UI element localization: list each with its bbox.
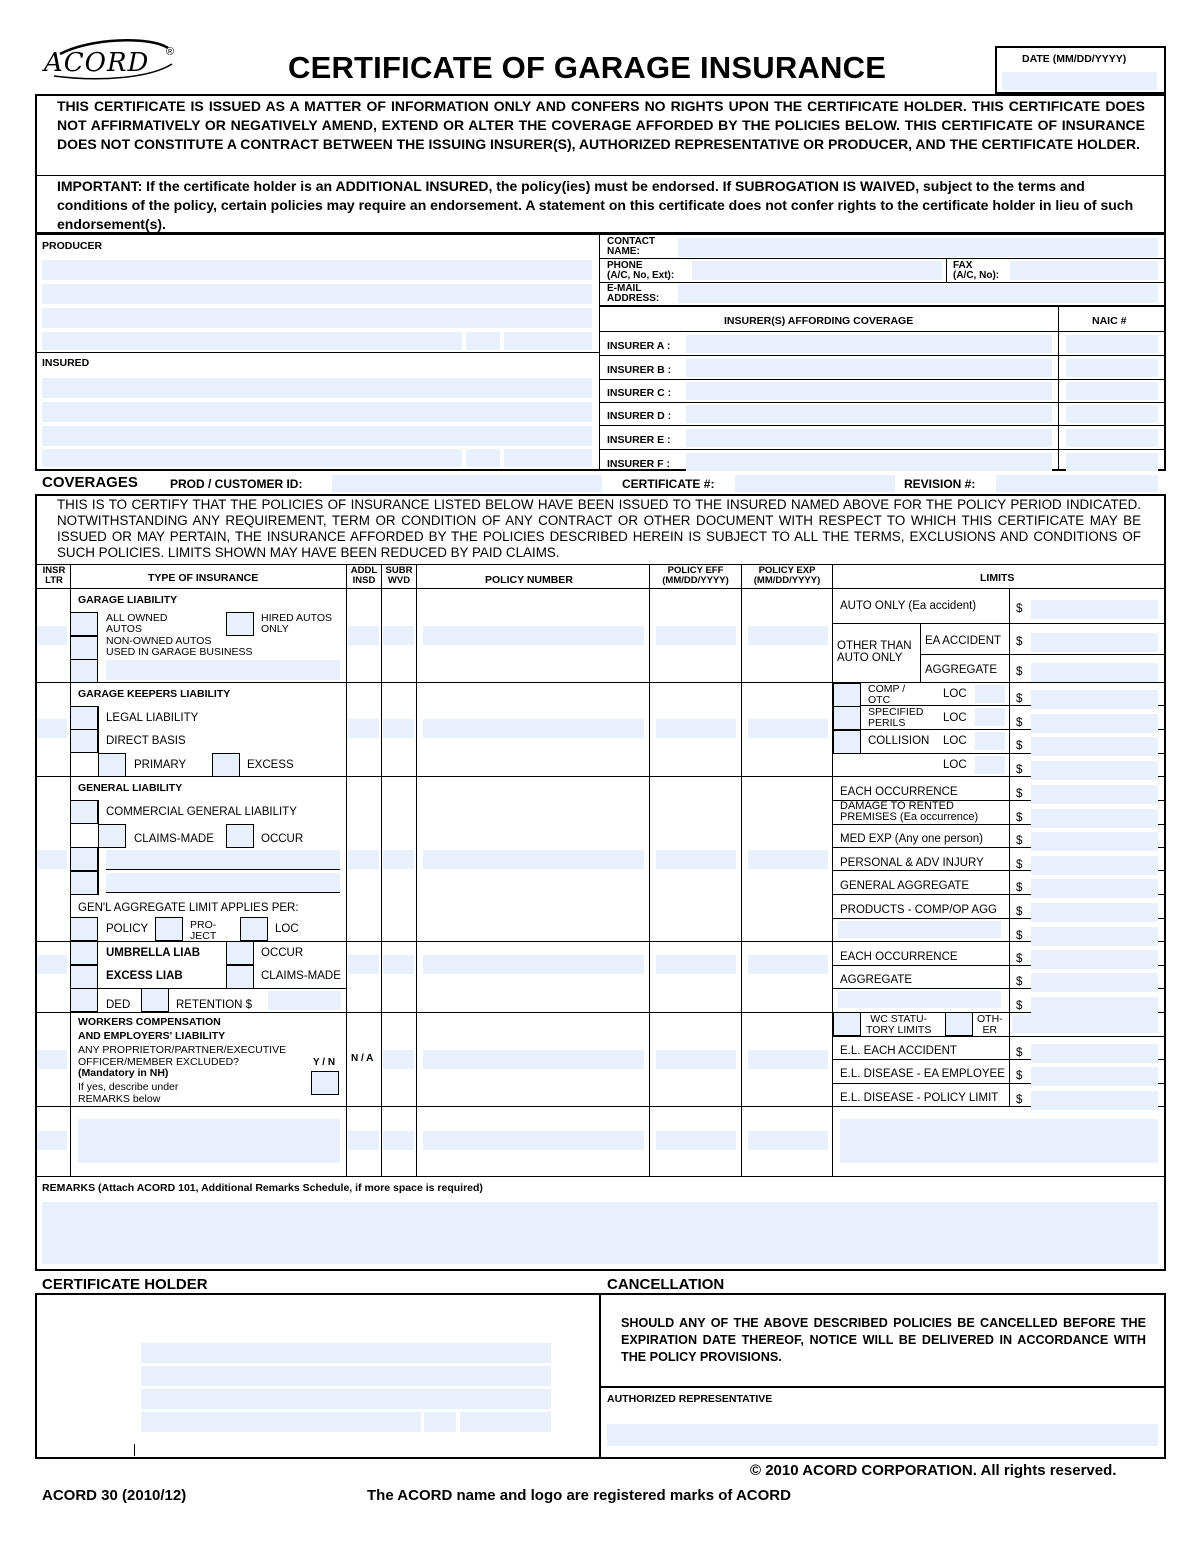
- umbrella-other-limit-desc[interactable]: [838, 991, 1001, 1008]
- el-each-accident-label: E.L. EACH ACCIDENT: [840, 1045, 957, 1057]
- contact-divider-3: [600, 305, 1165, 307]
- retention-label: RETENTION $: [176, 999, 253, 1011]
- col-addl: ADDL INSD: [350, 565, 378, 586]
- dollar-sign: $: [1016, 1000, 1023, 1012]
- collision-label: COLLISION: [868, 735, 930, 747]
- dollar-sign: $: [1016, 953, 1023, 965]
- umbrella-occur-checkbox[interactable]: [226, 941, 254, 965]
- insurer-label: INSURER D :: [607, 410, 672, 422]
- gl-limit-sub-divider: [920, 624, 921, 682]
- col-line-addl: [381, 564, 382, 1176]
- non-owned-autos-checkbox[interactable]: [70, 636, 98, 660]
- policy-checkbox[interactable]: [70, 917, 98, 941]
- holder-line-2[interactable]: [141, 1366, 551, 1386]
- specified-perils-checkbox[interactable]: [833, 706, 861, 730]
- col-type: TYPE OF INSURANCE: [148, 572, 259, 584]
- insurer-naic-field[interactable]: [1066, 405, 1158, 423]
- occur-label: OCCUR: [261, 833, 304, 845]
- limit-amount-field[interactable]: [1031, 950, 1158, 969]
- policy-exp-field[interactable]: [748, 1131, 828, 1150]
- limit-amount-field[interactable]: [1031, 690, 1158, 709]
- page-title: CERTIFICATE OF GARAGE INSURANCE: [288, 50, 887, 85]
- copyright-text: © 2010 ACORD CORPORATION. All rights reserved.: [750, 1462, 1117, 1479]
- limit-amount-field[interactable]: [1031, 633, 1158, 652]
- wc-lim-div-1: [833, 1036, 1165, 1037]
- form-id: ACORD 30 (2010/12): [42, 1487, 187, 1504]
- email-field[interactable]: [678, 284, 1158, 303]
- col-subr: SUBR WVD: [385, 565, 413, 586]
- certify-text: THIS IS TO CERTIFY THAT THE POLICIES OF INSURANCE LISTED BELOW HAVE BEEN ISSUED TO THE INSURED NAMED ABOVE FOR THE POLICY PERIOD INDICATED. NOTWITHSTANDING ANY REQUIREMENT, TERM OR CONDITION OF ANY CONTRACT OR OTHER DOCUMENT WITH RESPECT TO WHICH THIS CERTIFICATE MAY BE ISSUED OR MAY PERTAIN, THE INSURANCE AFFORDED BY THE POLICIES DESCRIBED HEREIN IS SUBJECT TO ALL THE TERMS, EXCLUSIONS AND CONDITIONS OF SUCH POLICIES. LIMITS SHOWN MAY HAVE BEEN REDUCED BY PAID CLAIMS.: [57, 497, 1141, 560]
- dollar-sign: $: [1016, 835, 1023, 847]
- project-label: PRO- JECT: [190, 919, 217, 942]
- subr-wvd-field[interactable]: [383, 1131, 414, 1150]
- section-divider-5: [36, 1106, 1165, 1107]
- phone-field[interactable]: [692, 261, 942, 280]
- insurer-naic-field[interactable]: [1066, 453, 1158, 471]
- gl-limit-divider-2: [920, 654, 1165, 655]
- dollar-sign: $: [1016, 930, 1023, 942]
- authorized-divider: [600, 1386, 1165, 1388]
- limit-amount-field[interactable]: [1031, 1067, 1158, 1086]
- med-exp-label: MED EXP (Any one person): [840, 833, 983, 845]
- section-divider-2: [36, 776, 1165, 777]
- ded-label: DED: [106, 999, 131, 1011]
- insurer-name-field[interactable]: [686, 359, 1052, 377]
- holder-zip[interactable]: [460, 1412, 551, 1432]
- hired-autos-label: HIRED AUTOS ONLY: [261, 612, 332, 635]
- contact-name-label: CONTACT NAME:: [607, 236, 656, 257]
- notice-divider: [36, 175, 1165, 176]
- damage-rented-label: DAMAGE TO RENTED PREMISES (Ea occurrence): [840, 800, 979, 823]
- section-divider-remarks: [36, 1176, 1165, 1177]
- insurer-label: INSURER E :: [607, 434, 671, 446]
- dollar-sign: $: [1016, 636, 1023, 648]
- revision-number-field[interactable]: [996, 475, 1158, 492]
- policy-eff-field[interactable]: [656, 719, 736, 738]
- all-owned-autos-label: ALL OWNED AUTOS: [106, 612, 168, 635]
- trademark-text: The ACORD name and logo are registered marks of ACORD: [367, 1487, 791, 1504]
- producer-zip[interactable]: [504, 332, 592, 350]
- policy-label: POLICY: [106, 923, 149, 935]
- policy-number-field[interactable]: [423, 1131, 644, 1150]
- non-owned-autos-label: NON-OWNED AUTOS USED IN GARAGE BUSINESS: [106, 635, 253, 658]
- insured-line-1[interactable]: [42, 378, 592, 398]
- policy-eff-field[interactable]: [656, 1050, 736, 1069]
- col-line-eff: [741, 564, 742, 1176]
- wc-other-label: OTH- ER: [977, 1013, 1003, 1036]
- col-policy-eff: POLICY EFF (MM/DD/YYYY): [662, 565, 729, 586]
- col-policy-number: POLICY NUMBER: [485, 574, 573, 586]
- gl-loc-label: LOC: [275, 923, 299, 935]
- prod-customer-id-label: PROD / CUSTOMER ID:: [170, 477, 303, 491]
- insr-ltr-field[interactable]: [37, 626, 67, 645]
- ded-checkbox[interactable]: [70, 988, 98, 1012]
- wc-yn-label: Y / N: [313, 1057, 336, 1068]
- direct-basis-checkbox[interactable]: [70, 729, 98, 753]
- policy-eff-field[interactable]: [656, 850, 736, 869]
- dollar-sign: $: [1016, 603, 1023, 615]
- limit-amount-field[interactable]: [1031, 997, 1158, 1016]
- umbrella-liab-checkbox[interactable]: [70, 941, 98, 965]
- col-insr-ltr: INSR LTR: [42, 565, 66, 586]
- section-divider-1: [36, 682, 1165, 683]
- subr-wvd-field[interactable]: [383, 626, 414, 645]
- revision-number-label: REVISION #:: [904, 477, 976, 491]
- col-line-type: [346, 564, 347, 1176]
- ea-accident-label: EA ACCIDENT: [925, 635, 1002, 647]
- producer-state[interactable]: [466, 332, 500, 350]
- gl-other-checkbox-1[interactable]: [70, 847, 98, 871]
- comp-otc-label: COMP / OTC: [868, 683, 906, 706]
- insurer-name-field[interactable]: [686, 453, 1052, 471]
- registered-mark: ®: [166, 46, 175, 58]
- insurer-name-field[interactable]: [686, 335, 1052, 353]
- insurer-name-field[interactable]: [686, 405, 1052, 423]
- excess-liab-label: EXCESS LIAB: [106, 970, 183, 982]
- policy-eff-field[interactable]: [656, 1131, 736, 1150]
- producer-line-3[interactable]: [42, 308, 592, 328]
- contact-divider-2: [600, 282, 1165, 283]
- wc-other-field[interactable]: [1012, 1015, 1158, 1033]
- producer-label: PRODUCER: [42, 240, 103, 252]
- insurer-label: INSURER F :: [607, 458, 670, 470]
- umbrella-liab-label: UMBRELLA LIAB: [106, 947, 201, 959]
- insurer-name-field[interactable]: [686, 429, 1052, 447]
- policy-number-field[interactable]: [423, 955, 644, 974]
- gk-loc-field-3[interactable]: [975, 732, 1005, 750]
- prod-customer-id-field[interactable]: [332, 475, 602, 492]
- garage-keepers-title: GARAGE KEEPERS LIABILITY: [78, 688, 231, 700]
- addl-insd-field[interactable]: [348, 626, 379, 645]
- gl-other-field-2[interactable]: [106, 873, 340, 893]
- general-aggregate-label: GENERAL AGGREGATE: [840, 880, 970, 892]
- excess-checkbox[interactable]: [212, 753, 240, 777]
- insured-state[interactable]: [466, 449, 500, 467]
- hired-autos-checkbox[interactable]: [226, 612, 254, 636]
- limits-dollar-col-rule: [1009, 589, 1010, 1106]
- wc-title: WORKERS COMPENSATION AND EMPLOYERS' LIABILITY: [78, 1016, 226, 1042]
- fax-label: FAX (A/C, No):: [953, 260, 1000, 281]
- cgl-checkbox[interactable]: [70, 800, 98, 824]
- direct-basis-label: DIRECT BASIS: [106, 735, 186, 747]
- gl-other-field-1[interactable]: [106, 850, 340, 870]
- insurer-label: INSURER A :: [607, 340, 671, 352]
- limit-amount-field[interactable]: [1031, 785, 1158, 804]
- dollar-sign: $: [1016, 1047, 1023, 1059]
- dollar-sign: $: [1016, 1070, 1023, 1082]
- contact-name-field[interactable]: [678, 238, 1158, 257]
- policy-exp-field[interactable]: [748, 626, 828, 645]
- limit-amount-field[interactable]: [1031, 832, 1158, 851]
- personal-adv-label: PERSONAL & ADV INJURY: [840, 857, 984, 869]
- loc-label-3: LOC: [943, 735, 967, 747]
- cancellation-text: SHOULD ANY OF THE ABOVE DESCRIBED POLICIES BE CANCELLED BEFORE THE EXPIRATION DATE THEREOF, NOTICE WILL BE DELIVERED IN ACCORDANCE WITH THE POLICY PROVISIONS.: [621, 1316, 1146, 1364]
- policy-number-field[interactable]: [423, 850, 644, 869]
- acord-logo: [40, 36, 180, 84]
- insr-ltr-field[interactable]: [37, 850, 67, 869]
- limit-amount-field[interactable]: [1031, 737, 1158, 756]
- phone-label: PHONE (A/C, No, Ext):: [607, 260, 675, 281]
- policy-eff-field[interactable]: [656, 626, 736, 645]
- coverages-title: COVERAGES: [42, 474, 138, 491]
- umbrella-aggregate-label: AGGREGATE: [840, 974, 912, 986]
- subr-wvd-field[interactable]: [383, 955, 414, 974]
- policy-number-field[interactable]: [423, 719, 644, 738]
- dollar-sign: $: [1016, 1094, 1023, 1106]
- insurer-row-divider: [600, 355, 1165, 356]
- excess-label: EXCESS: [247, 759, 294, 771]
- limit-amount-field[interactable]: [1031, 761, 1158, 780]
- wc-na-label: N / A: [351, 1053, 374, 1064]
- insurer-row-divider: [600, 425, 1165, 426]
- insurers-header: INSURER(S) AFFORDING COVERAGE: [724, 315, 914, 327]
- dollar-sign: $: [1016, 740, 1023, 752]
- specified-perils-label: SPECIFIED PERILS: [868, 706, 924, 729]
- insured-line-2[interactable]: [42, 402, 592, 422]
- holder-cancel-divider: [599, 1294, 601, 1458]
- authorized-rep-label: AUTHORIZED REPRESENTATIVE: [607, 1393, 773, 1405]
- legal-liability-label: LEGAL LIABILITY: [106, 712, 199, 724]
- addl-insd-field[interactable]: [348, 1131, 379, 1150]
- limit-amount-field[interactable]: [1031, 1044, 1158, 1063]
- gk-left-rule: [98, 706, 99, 776]
- date-label: DATE (MM/DD/YYYY): [1022, 53, 1127, 65]
- addl-insd-field[interactable]: [348, 850, 379, 869]
- subr-wvd-field[interactable]: [383, 719, 414, 738]
- insurer-row-divider: [600, 379, 1165, 380]
- col-line-subr: [416, 564, 417, 1176]
- policy-number-field[interactable]: [423, 626, 644, 645]
- other-than-auto-label: OTHER THAN AUTO ONLY: [837, 640, 912, 665]
- producer-line-2[interactable]: [42, 284, 592, 304]
- gl-aggregate-label: AGGREGATE: [925, 664, 997, 676]
- cgl-label: COMMERCIAL GENERAL LIABILITY: [106, 806, 297, 818]
- certificate-number-field[interactable]: [735, 475, 895, 492]
- auto-only-label: AUTO ONLY (Ea accident): [840, 600, 977, 612]
- gl-each-occurrence-label: EACH OCCURRENCE: [840, 786, 958, 798]
- insr-ltr-field[interactable]: [37, 1131, 67, 1150]
- acord-logo-text: ACORD: [44, 48, 150, 78]
- insurer-naic-field[interactable]: [1066, 382, 1158, 400]
- col-header-bottom: [36, 588, 1165, 589]
- garage-liability-title: GARAGE LIABILITY: [78, 594, 178, 606]
- dollar-sign: $: [1016, 906, 1023, 918]
- collision-checkbox[interactable]: [833, 730, 861, 754]
- dollar-sign: $: [1016, 812, 1023, 824]
- retention-checkbox[interactable]: [141, 988, 169, 1012]
- project-checkbox[interactable]: [155, 917, 183, 941]
- dollar-sign: $: [1016, 788, 1023, 800]
- phone-fax-divider: [946, 258, 947, 282]
- products-label: PRODUCTS - COMP/OP AGG: [840, 904, 997, 916]
- claims-made-checkbox[interactable]: [98, 824, 126, 848]
- col-limits: LIMITS: [980, 572, 1015, 584]
- policy-exp-field[interactable]: [748, 850, 828, 869]
- loc-label-1: LOC: [943, 688, 967, 700]
- insr-ltr-field[interactable]: [37, 719, 67, 738]
- dollar-sign: $: [1016, 859, 1023, 871]
- gen-agg-applies-label: GEN'L AGGREGATE LIMIT APPLIES PER:: [78, 902, 299, 914]
- dollar-sign: $: [1016, 693, 1023, 705]
- subr-wvd-field[interactable]: [383, 1050, 414, 1069]
- addl-insd-field[interactable]: [348, 719, 379, 738]
- holder-line-1[interactable]: [141, 1343, 551, 1363]
- naic-header: NAIC #: [1092, 315, 1127, 327]
- insured-zip[interactable]: [504, 449, 592, 467]
- wc-excluded-checkbox[interactable]: [311, 1071, 339, 1095]
- notice-important-text: IMPORTANT: If the certificate holder is an ADDITIONAL INSURED, the policy(ies) must be endorsed. If SUBROGATION IS WAIVED, subject to the terms and conditions of the policy, certain policies may require an endorsement. A statement on this certificate does not confer rights to the certificate holder in lieu of such endorsement(s).: [57, 178, 1134, 232]
- remarks-field[interactable]: [42, 1202, 1158, 1264]
- remarks-label: REMARKS (Attach ACORD 101, Additional Remarks Schedule, if more space is required): [42, 1182, 483, 1194]
- limit-amount-field[interactable]: [1031, 809, 1158, 828]
- occur-checkbox[interactable]: [226, 824, 254, 848]
- col-line-policy: [649, 564, 650, 1176]
- certificate-holder-label: CERTIFICATE HOLDER: [42, 1276, 208, 1293]
- insured-city[interactable]: [42, 449, 462, 467]
- insurer-row-divider: [600, 449, 1165, 450]
- producer-insured-divider: [36, 352, 599, 353]
- insurers-header-divider: [600, 331, 1165, 332]
- umbrella-each-occurrence-label: EACH OCCURRENCE: [840, 951, 958, 963]
- insurer-label: INSURER B :: [607, 364, 672, 376]
- limit-amount-field[interactable]: [1031, 879, 1158, 898]
- umbrella-claims-made-label: CLAIMS-MADE: [261, 970, 341, 982]
- holder-line-3[interactable]: [141, 1389, 551, 1409]
- umbrella-claims-made-checkbox[interactable]: [226, 965, 254, 989]
- dollar-sign: $: [1016, 976, 1023, 988]
- policy-exp-field[interactable]: [748, 719, 828, 738]
- insurer-row-divider: [600, 402, 1165, 403]
- limit-amount-field[interactable]: [1031, 714, 1158, 733]
- general-liability-title: GENERAL LIABILITY: [78, 782, 183, 794]
- notice-issued-text: THIS CERTIFICATE IS ISSUED AS A MATTER OF INFORMATION ONLY AND CONFERS NO RIGHTS UPON THE CERTIFICATE HOLDER. THIS CERTIFICATE DOES NOT AFFIRMATIVELY OR NEGATIVELY AMEND, EXTEND OR ALTER THE COVERAGE AFFORDED BY THE POLICIES BELOW. THIS CERTIFICATE OF INSURANCE DOES NOT CONSTITUTE A CONTRACT BETWEEN THE ISSUING INSURER(S), AUTHORIZED REPRESENTATIVE OR PRODUCER, AND THE CERTIFICATE HOLDER.: [57, 98, 1145, 152]
- subr-wvd-field[interactable]: [383, 850, 414, 869]
- insurer-naic-field[interactable]: [1066, 335, 1158, 353]
- wc-statutory-checkbox[interactable]: [833, 1012, 861, 1036]
- gk-loc-field-2[interactable]: [975, 708, 1005, 726]
- limit-amount-field[interactable]: [1031, 1091, 1158, 1110]
- dollar-sign: $: [1016, 666, 1023, 678]
- other-coverage-type-field[interactable]: [78, 1119, 340, 1163]
- gl-other-limit-desc[interactable]: [838, 921, 1001, 938]
- limit-amount-field[interactable]: [1031, 903, 1158, 922]
- insured-line-3[interactable]: [42, 426, 592, 446]
- dollar-sign: $: [1016, 764, 1023, 776]
- claims-made-label: CLAIMS-MADE: [134, 833, 214, 845]
- email-label: E-MAIL ADDRESS:: [607, 283, 660, 304]
- producer-city[interactable]: [42, 332, 462, 350]
- limit-amount-field[interactable]: [1031, 973, 1158, 992]
- excess-liab-checkbox[interactable]: [70, 965, 98, 989]
- insurer-label: INSURER C :: [607, 387, 672, 399]
- policy-exp-field[interactable]: [748, 955, 828, 974]
- dollar-sign: $: [1016, 717, 1023, 729]
- producer-line-1[interactable]: [42, 260, 592, 280]
- comp-otc-checkbox[interactable]: [833, 683, 861, 707]
- retention-amount-field[interactable]: [268, 991, 341, 1010]
- primary-label: PRIMARY: [134, 759, 187, 771]
- certificate-number-label: CERTIFICATE #:: [622, 477, 715, 491]
- loc-label-4: LOC: [943, 759, 967, 771]
- umbrella-divider: [70, 988, 346, 989]
- limit-amount-field[interactable]: [1031, 856, 1158, 875]
- wc-other-checkbox[interactable]: [945, 1012, 973, 1036]
- umbrella-occur-label: OCCUR: [261, 947, 304, 959]
- contact-divider-1: [600, 258, 1165, 259]
- all-owned-autos-checkbox[interactable]: [70, 612, 98, 636]
- gk-loc-field-4[interactable]: [975, 756, 1005, 774]
- wc-mandatory: (Mandatory in NH): [78, 1067, 169, 1079]
- fax-field[interactable]: [1010, 261, 1158, 280]
- col-policy-exp: POLICY EXP (MM/DD/YYYY): [753, 565, 821, 586]
- wc-if-yes: If yes, describe under REMARKS below: [78, 1081, 179, 1105]
- col-header-top: [36, 564, 1165, 565]
- limit-amount-field[interactable]: [1031, 600, 1158, 619]
- insurer-naic-field[interactable]: [1066, 429, 1158, 447]
- limit-amount-field[interactable]: [1031, 927, 1158, 946]
- gl-other-checkbox-2[interactable]: [70, 871, 98, 895]
- gk-loc-field-1[interactable]: [975, 685, 1005, 703]
- gl-limit-divider-1: [833, 623, 1165, 624]
- holder-city[interactable]: [141, 1412, 421, 1432]
- policy-eff-field[interactable]: [656, 955, 736, 974]
- holder-state[interactable]: [424, 1412, 456, 1432]
- insr-ltr-field[interactable]: [37, 955, 67, 974]
- legal-liability-checkbox[interactable]: [70, 706, 98, 730]
- addl-insd-field[interactable]: [348, 955, 379, 974]
- primary-checkbox[interactable]: [98, 753, 126, 777]
- policy-exp-field[interactable]: [748, 1050, 828, 1069]
- cancellation-label: CANCELLATION: [607, 1276, 725, 1293]
- date-field[interactable]: [1002, 72, 1157, 90]
- limit-amount-field[interactable]: [1031, 663, 1158, 682]
- authorized-rep-field[interactable]: [607, 1424, 1158, 1446]
- el-disease-ea-label: E.L. DISEASE - EA EMPLOYEE: [840, 1068, 1005, 1080]
- garage-other-field[interactable]: [106, 660, 340, 680]
- insurer-naic-field[interactable]: [1066, 359, 1158, 377]
- wc-any-proprietor: ANY PROPRIETOR/PARTNER/EXECUTIVE OFFICER/MEMBER EXCLUDED?: [78, 1044, 287, 1068]
- gl-left-rule: [98, 800, 99, 895]
- el-disease-policy-label: E.L. DISEASE - POLICY LIMIT: [840, 1092, 999, 1104]
- insr-ltr-field[interactable]: [37, 1050, 67, 1069]
- garage-other-checkbox[interactable]: [70, 659, 98, 683]
- insured-label: INSURED: [42, 357, 90, 369]
- loc-checkbox[interactable]: [240, 917, 268, 941]
- loc-label-2: LOC: [943, 712, 967, 724]
- policy-number-field[interactable]: [423, 1050, 644, 1069]
- other-coverage-limits-field[interactable]: [840, 1119, 1158, 1163]
- wc-statutory-label: WC STATU- TORY LIMITS: [866, 1013, 932, 1036]
- holder-tick-mark: [134, 1444, 135, 1456]
- insurer-name-field[interactable]: [686, 382, 1052, 400]
- dollar-sign: $: [1016, 882, 1023, 894]
- parties-col-divider: [599, 234, 600, 470]
